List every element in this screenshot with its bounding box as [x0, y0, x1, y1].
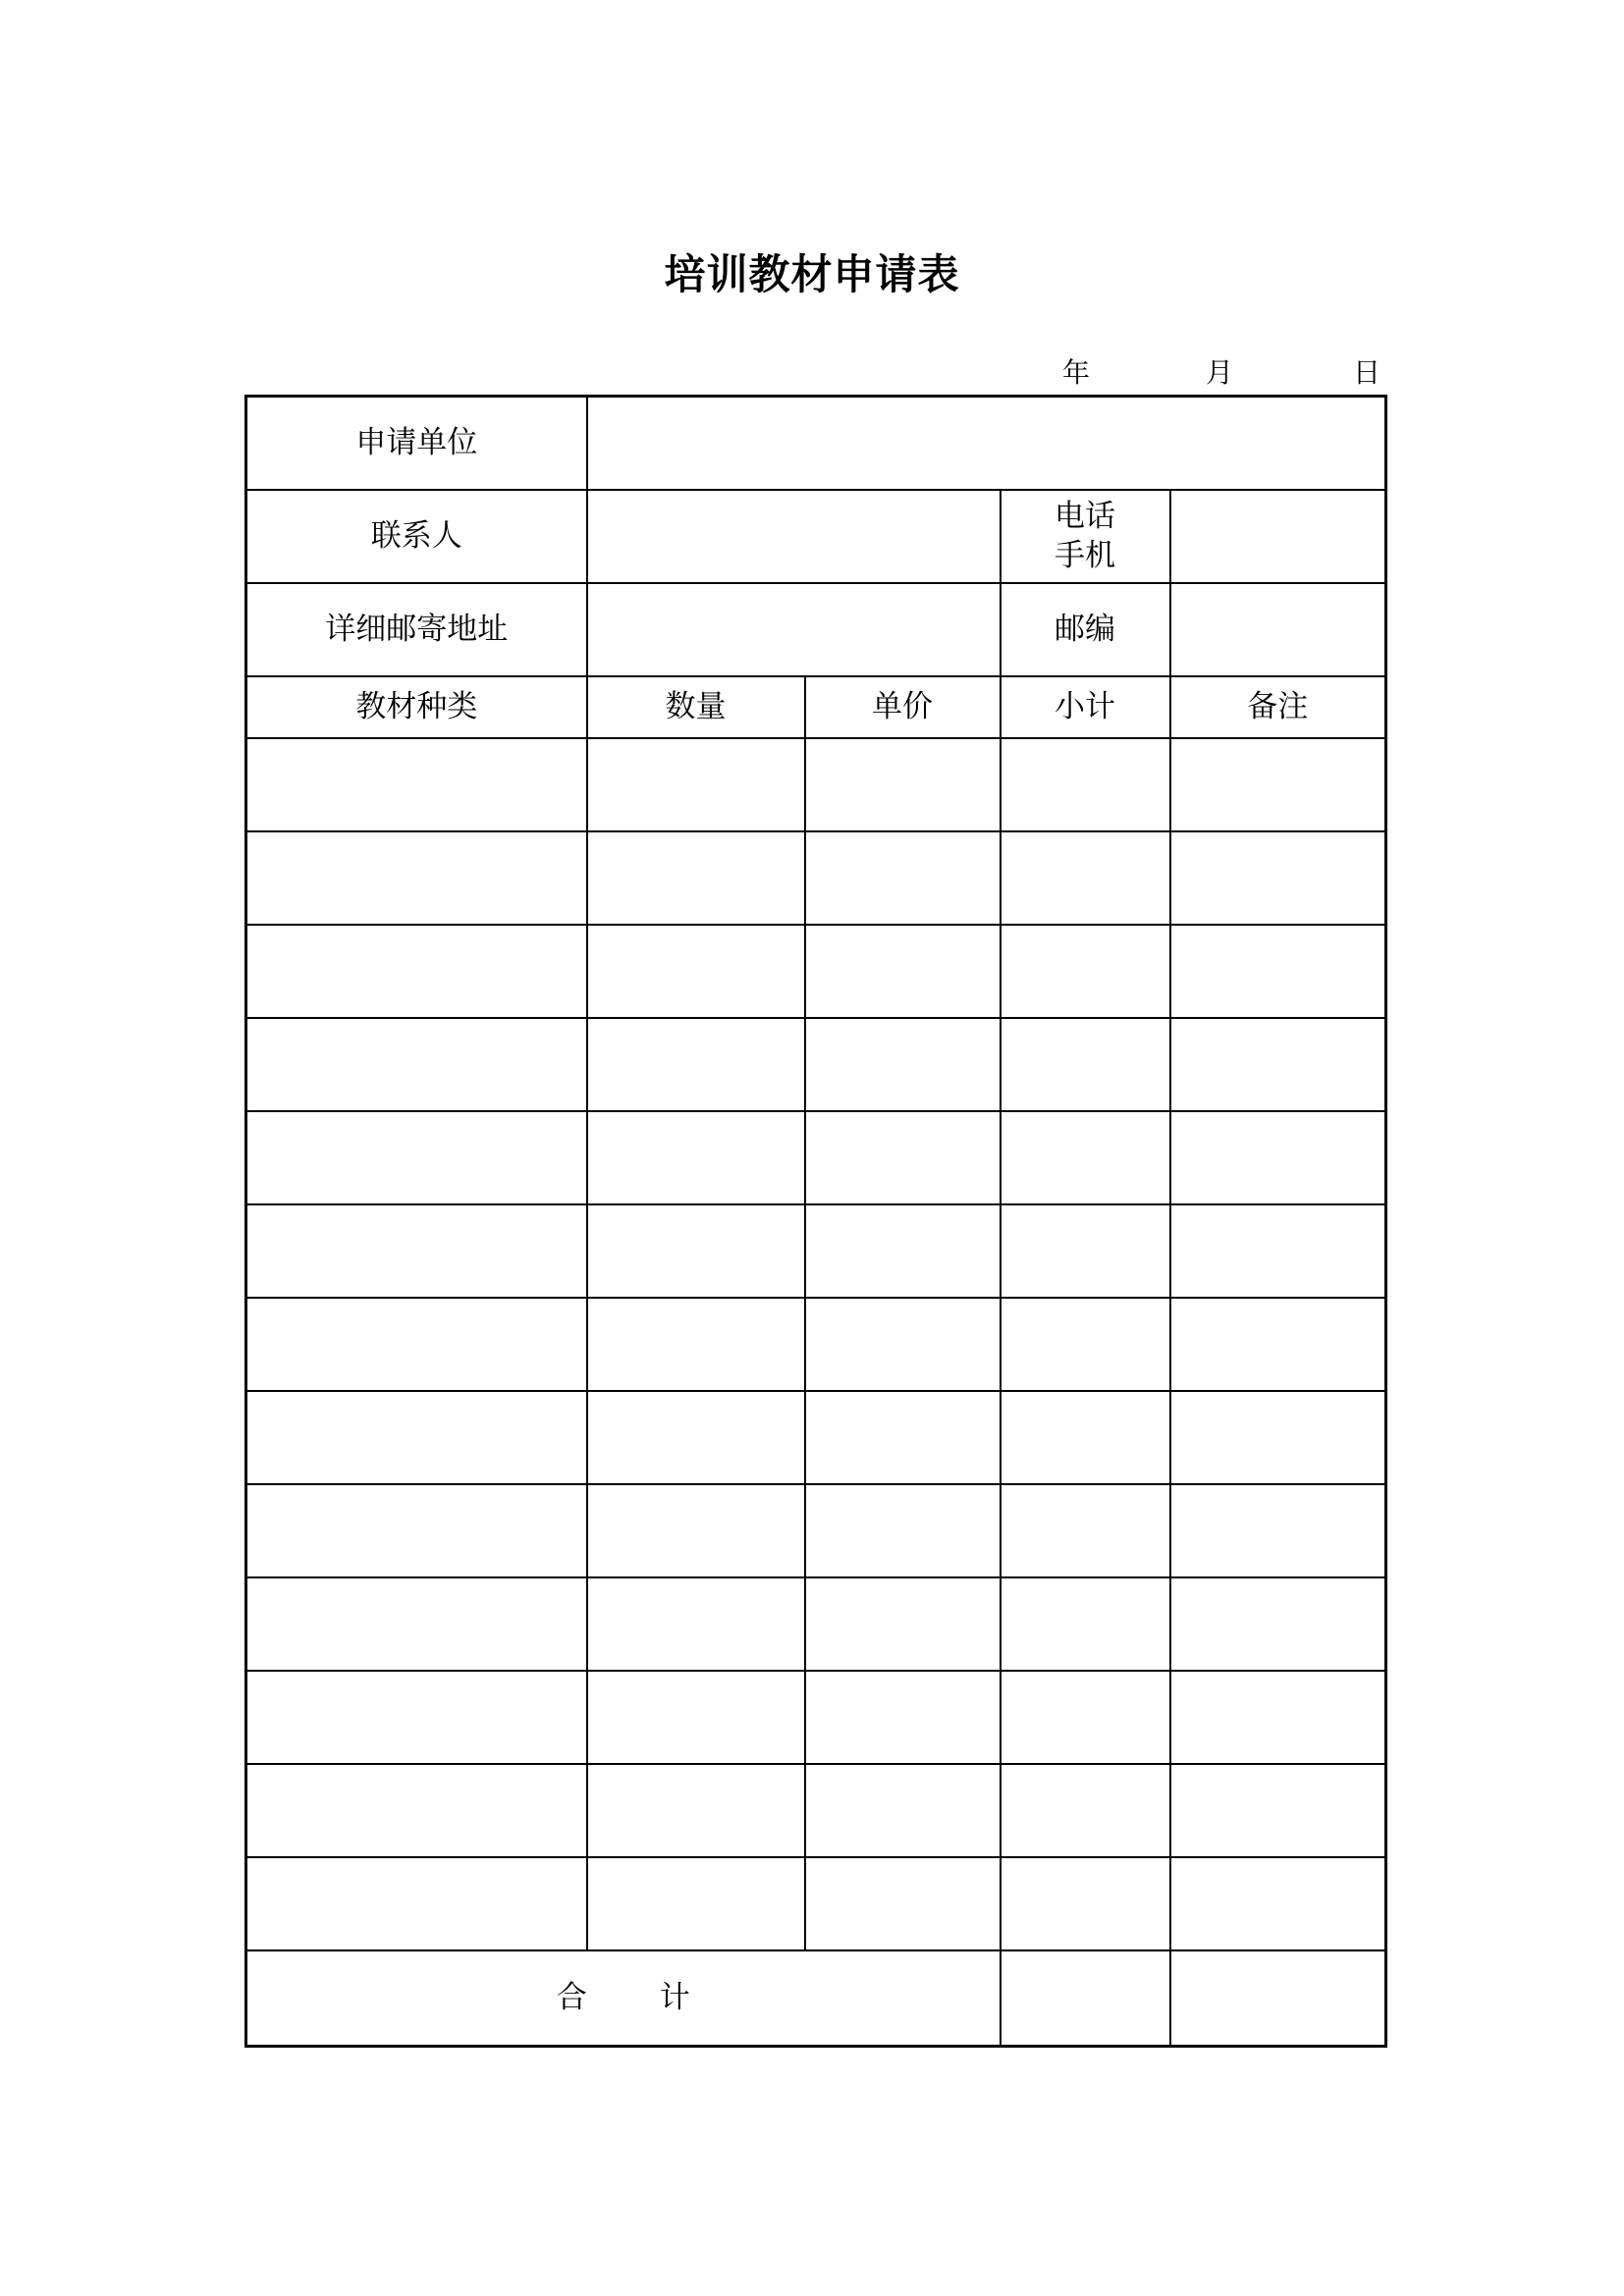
cell-unit-price[interactable]: [805, 738, 1001, 831]
total-remarks-field[interactable]: [1170, 1950, 1386, 2047]
phone-field[interactable]: [1170, 490, 1386, 583]
table-row: [246, 1391, 1386, 1484]
cell-material-type[interactable]: [246, 1391, 587, 1484]
col-header-remarks: 备注: [1170, 676, 1386, 738]
cell-unit-price[interactable]: [805, 1018, 1001, 1111]
cell-material-type[interactable]: [246, 1484, 587, 1577]
table-row: [246, 1298, 1386, 1391]
cell-remarks[interactable]: [1170, 1857, 1386, 1950]
cell-remarks[interactable]: [1170, 1204, 1386, 1298]
cell-subtotal[interactable]: [1001, 1671, 1170, 1764]
cell-subtotal[interactable]: [1001, 1204, 1170, 1298]
col-header-quantity: 数量: [587, 676, 805, 738]
cell-subtotal[interactable]: [1001, 1484, 1170, 1577]
cell-quantity[interactable]: [587, 1018, 805, 1111]
cell-material-type[interactable]: [246, 925, 587, 1018]
applicant-unit-label: 申请单位: [246, 397, 587, 490]
cell-unit-price[interactable]: [805, 1111, 1001, 1204]
col-header-subtotal: 小计: [1001, 676, 1170, 738]
total-row: [246, 1950, 1386, 2047]
postcode-label: 邮编: [1001, 583, 1170, 676]
table-row: [246, 831, 1386, 925]
table-row: [246, 1111, 1386, 1204]
table-row: [246, 1204, 1386, 1298]
cell-quantity[interactable]: [587, 738, 805, 831]
cell-subtotal[interactable]: [1001, 831, 1170, 925]
col-header-material-type: 教材种类: [246, 676, 587, 738]
address-row: [246, 583, 1386, 676]
application-form-table: [244, 395, 1387, 2048]
cell-subtotal[interactable]: [1001, 1857, 1170, 1950]
cell-material-type[interactable]: [246, 738, 587, 831]
cell-quantity[interactable]: [587, 1671, 805, 1764]
phone-label: 电话: [1055, 499, 1115, 534]
cell-quantity[interactable]: [587, 1764, 805, 1857]
date-month-label: 月: [1206, 356, 1234, 389]
cell-material-type[interactable]: [246, 1298, 587, 1391]
cell-subtotal[interactable]: [1001, 925, 1170, 1018]
mobile-label: 手机: [1055, 538, 1115, 573]
cell-remarks[interactable]: [1170, 1764, 1386, 1857]
cell-remarks[interactable]: [1170, 925, 1386, 1018]
cell-quantity[interactable]: [587, 831, 805, 925]
cell-remarks[interactable]: [1170, 1298, 1386, 1391]
cell-quantity[interactable]: [587, 1298, 805, 1391]
cell-quantity[interactable]: [587, 925, 805, 1018]
total-subtotal-field[interactable]: [1001, 1950, 1170, 2047]
cell-remarks[interactable]: [1170, 1391, 1386, 1484]
cell-unit-price[interactable]: [805, 1204, 1001, 1298]
cell-material-type[interactable]: [246, 1857, 587, 1950]
cell-remarks[interactable]: [1170, 738, 1386, 831]
form-title: 培训教材申请表: [664, 250, 960, 298]
table-row: [246, 1577, 1386, 1671]
cell-remarks[interactable]: [1170, 1577, 1386, 1671]
date-day-label: 日: [1353, 356, 1381, 389]
cell-subtotal[interactable]: [1001, 1298, 1170, 1391]
table-row: [246, 738, 1386, 831]
table-row: [246, 925, 1386, 1018]
cell-quantity[interactable]: [587, 1111, 805, 1204]
date-year-label: 年: [1062, 356, 1091, 389]
contact-row: [246, 490, 1386, 583]
cell-subtotal[interactable]: [1001, 738, 1170, 831]
cell-subtotal[interactable]: [1001, 1577, 1170, 1671]
table-row: [246, 1857, 1386, 1950]
cell-subtotal[interactable]: [1001, 1018, 1170, 1111]
cell-remarks[interactable]: [1170, 1018, 1386, 1111]
cell-material-type[interactable]: [246, 1671, 587, 1764]
cell-subtotal[interactable]: [1001, 1391, 1170, 1484]
cell-subtotal[interactable]: [1001, 1111, 1170, 1204]
cell-quantity[interactable]: [587, 1857, 805, 1950]
cell-material-type[interactable]: [246, 1111, 587, 1204]
cell-remarks[interactable]: [1170, 1671, 1386, 1764]
cell-remarks[interactable]: [1170, 1111, 1386, 1204]
cell-remarks[interactable]: [1170, 1484, 1386, 1577]
total-label-cell: [246, 1950, 1001, 2047]
cell-unit-price[interactable]: [805, 1391, 1001, 1484]
applicant-unit-field[interactable]: [587, 397, 1386, 490]
cell-material-type[interactable]: [246, 1204, 587, 1298]
contact-field[interactable]: [587, 490, 1001, 583]
address-label: 详细邮寄地址: [246, 583, 587, 676]
cell-material-type[interactable]: [246, 1764, 587, 1857]
table-row: [246, 1671, 1386, 1764]
cell-unit-price[interactable]: [805, 1577, 1001, 1671]
cell-unit-price[interactable]: [805, 1764, 1001, 1857]
table-row: [246, 1764, 1386, 1857]
cell-quantity[interactable]: [587, 1484, 805, 1577]
phone-mobile-label-cell: [1001, 490, 1170, 583]
total-label-char-1: 合: [556, 1980, 587, 2016]
address-field[interactable]: [587, 583, 1001, 676]
cell-subtotal[interactable]: [1001, 1764, 1170, 1857]
table-row: [246, 1484, 1386, 1577]
cell-unit-price[interactable]: [805, 1298, 1001, 1391]
cell-quantity[interactable]: [587, 1391, 805, 1484]
cell-unit-price[interactable]: [805, 1671, 1001, 1764]
applicant-unit-row: [246, 397, 1386, 490]
cell-material-type[interactable]: [246, 1577, 587, 1671]
col-header-unit-price: 单价: [805, 676, 1001, 738]
cell-quantity[interactable]: [587, 1204, 805, 1298]
table-row: [246, 1018, 1386, 1111]
cell-quantity[interactable]: [587, 1577, 805, 1671]
cell-material-type[interactable]: [246, 831, 587, 925]
postcode-field[interactable]: [1170, 583, 1386, 676]
cell-unit-price[interactable]: [805, 925, 1001, 1018]
cell-remarks[interactable]: [1170, 831, 1386, 925]
contact-label: 联系人: [246, 490, 587, 583]
total-label-char-2: 计: [659, 1980, 690, 2016]
cell-unit-price[interactable]: [805, 831, 1001, 925]
cell-material-type[interactable]: [246, 1018, 587, 1111]
cell-unit-price[interactable]: [805, 1484, 1001, 1577]
column-header-row: [246, 676, 1386, 738]
cell-unit-price[interactable]: [805, 1857, 1001, 1950]
